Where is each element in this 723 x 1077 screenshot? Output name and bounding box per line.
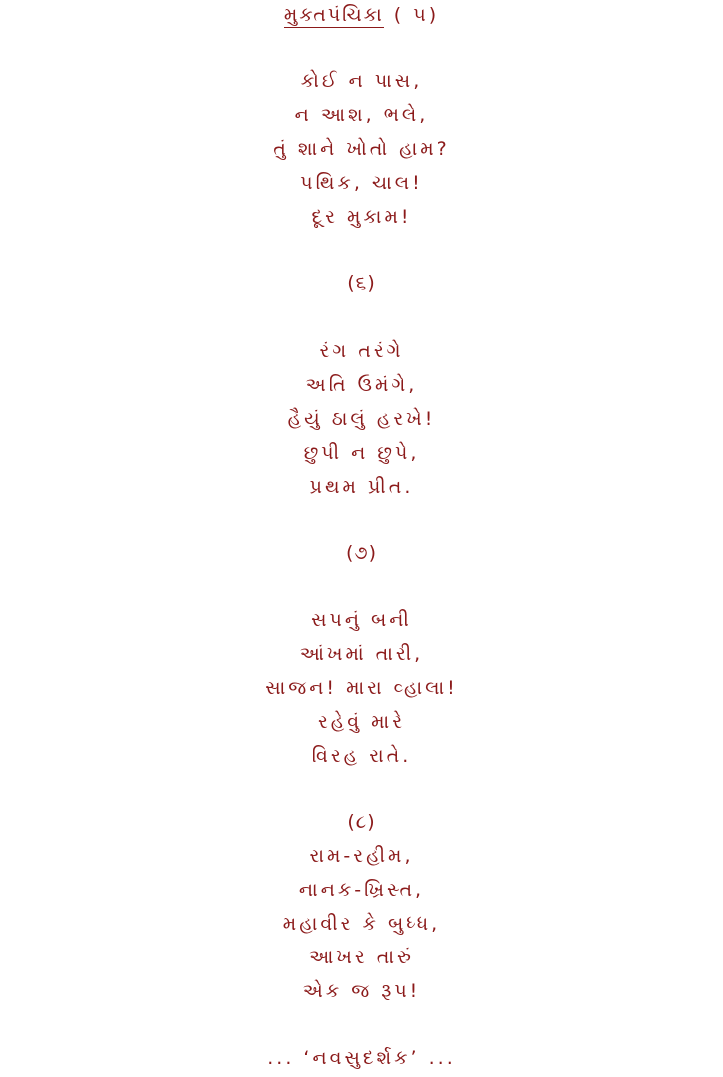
- stanza-7-line-4: રહેવું મારે: [317, 711, 406, 733]
- stanza-7-line-2: આંખમાં તારી,: [299, 643, 424, 665]
- stanza-8-number: (૮): [347, 811, 376, 833]
- stanza-6-line-2: અતિ ઉમંગે,: [305, 374, 418, 396]
- stanza-5-line-5: દૂર મુકામ!: [311, 206, 412, 228]
- stanza-7-line-5: વિરહ રાતે.: [311, 745, 412, 767]
- stanza-6-number: (૬): [347, 272, 376, 294]
- stanza-8-line-2: નાનક-ખ્રિસ્ત,: [298, 879, 425, 901]
- poem-title-text: મુક્તપંચિકા: [283, 4, 384, 26]
- stanza-8-line-5: એક જ રૂપ!: [302, 980, 421, 1002]
- stanza-5-line-2: ન આશ, ભલે,: [294, 104, 429, 126]
- poem-signature: ... ‘નવસુદર્શક’ ...: [267, 1047, 456, 1069]
- stanza-6-line-5: પ્રથમ પ્રીત.: [309, 476, 414, 498]
- stanza-5-line-1: કોઈ ન પાસ,: [300, 70, 423, 92]
- stanza-6-line-3: હૈયું ઠાલું હરખે!: [287, 408, 436, 430]
- stanza-6-line-4: છુપી ન છુપે,: [303, 442, 420, 464]
- stanza-8-line-1: રામ-રહીમ,: [309, 845, 414, 867]
- stanza-7-number: (૭): [345, 542, 378, 564]
- stanza-6-line-1: રંગ તરંગે: [319, 340, 404, 362]
- stanza-8-line-3: મહાવીર કે બુધ્ધ,: [282, 913, 441, 935]
- poem-title-number: ( ૫): [393, 4, 440, 26]
- stanza-5-line-4: પથિક, ચાલ!: [300, 172, 423, 194]
- poem-title: [0, 0, 723, 32]
- stanza-5-line-3: તું શાને ખોતો હામ?: [273, 138, 450, 160]
- stanza-7-line-3: સાજન! મારા વ્હાલા!: [265, 677, 458, 699]
- stanza-7-line-1: સપનું બની: [311, 609, 412, 631]
- stanza-8-line-4: આખર તારું: [309, 946, 414, 968]
